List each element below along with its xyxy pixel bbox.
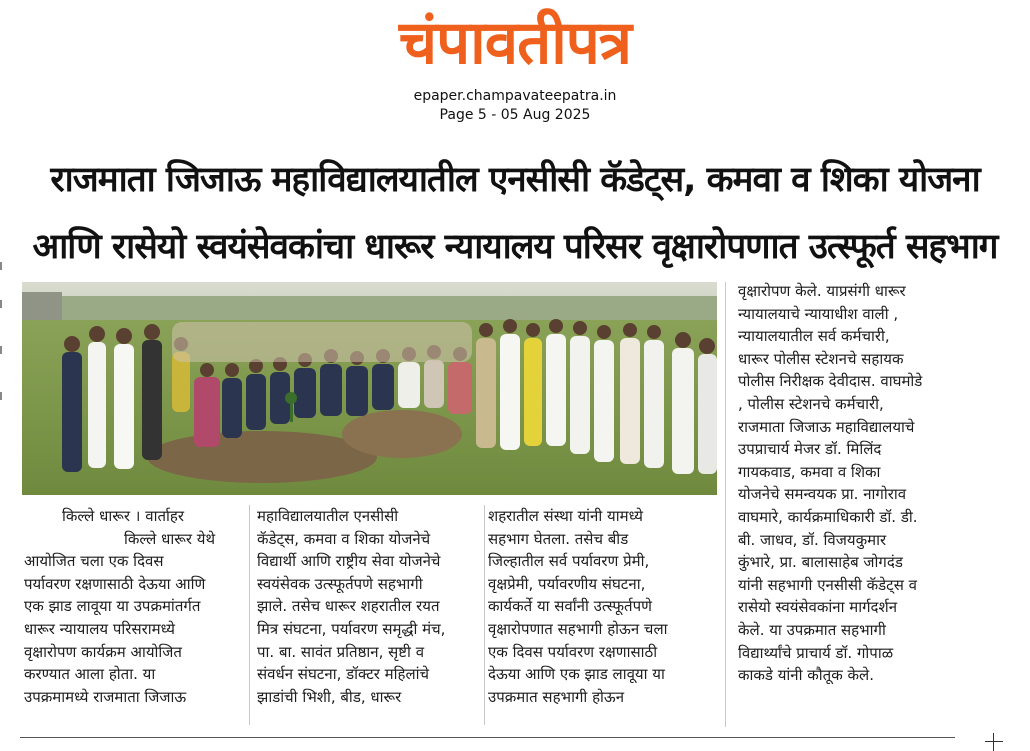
margin-mark	[0, 262, 2, 270]
crop-mark-icon	[985, 733, 1003, 751]
article-line: एक झाड लावूया या उपक्रमांतर्गत	[24, 597, 201, 616]
article-line: रासेयो स्वयंसेवकांना मार्गदर्शन	[738, 598, 898, 617]
article-line: स्वयंसेवक उत्स्फूर्तपणे सहभागी	[257, 574, 423, 593]
article-line: वृक्षारोपण कार्यक्रम आयोजित	[24, 642, 182, 661]
article-line: वृक्षारोपणात सहभागी होऊन चला	[488, 619, 668, 638]
article-line: मित्र संघटना, पर्यावरण समृद्धी मंच,	[257, 619, 446, 638]
headline-line-1: राजमाता जिजाऊ महाविद्यालयातील एनसीसी कॅडेट्स, कमवा व शिका योजना	[50, 160, 980, 200]
headline-line-2: आणि रासेयो स्वयंसेवकांचा धारूर न्यायालय परिसर वृक्षारोपणात उत्स्फूर्त सहभाग	[32, 227, 998, 267]
article-line: काकडे यांनी कौतूक केले.	[738, 666, 874, 685]
article-line: शहरातील संस्था यांनी यामध्ये	[488, 507, 643, 525]
article-line: वाघमारे, कार्यक्रमाधिकारी डॉ. डी.	[738, 507, 918, 526]
article-column-1	[24, 505, 246, 708]
article-line: न्यायालयातील सर्व कर्मचारी,	[738, 327, 890, 346]
article-line: धारूर पोलीस स्टेशनचे सहायक	[738, 349, 904, 368]
article-line: पर्यावरण रक्षणासाठी देऊया आणि	[24, 574, 206, 593]
margin-mark	[0, 346, 2, 354]
column-divider	[725, 282, 726, 727]
article-line: उपप्राचार्य मेजर डॉ. मिलिंद	[738, 440, 882, 459]
article-line: विद्यार्थ्यांचे प्राचार्य डॉ. गोपाळ	[738, 643, 894, 662]
bottom-rule	[20, 737, 955, 738]
article-line: आयोजित चला एक दिवस	[24, 552, 164, 571]
article-line: गायकवाड, कमवा व शिका	[738, 462, 881, 481]
article-line: कॅडेट्स, कमवा व शिका योजनेचे	[257, 529, 431, 548]
article-line: महाविद्यालयातील एनसीसी	[257, 507, 399, 525]
article-line: धारूर न्यायालय परिसरामध्ये	[24, 619, 175, 638]
article-line: उपक्रमात सहभागी होऊन	[488, 687, 625, 706]
article-line: न्यायालयाचे न्यायाधीश वाली ,	[738, 304, 899, 323]
article-line: संवर्धन संघटना, डॉक्टर महिलांचे	[257, 665, 430, 684]
epaper-url[interactable]: epaper.champavateepatra.in	[413, 88, 617, 104]
article-line: कार्यकर्ते या सर्वांनी उत्स्फूर्तपणे	[488, 597, 652, 616]
article-line: जिल्हातील सर्व पर्यावरण प्रेमी,	[488, 552, 650, 571]
article-line: किल्ले धारूर येथे	[124, 529, 216, 548]
article-column-3	[488, 505, 718, 708]
page-info: Page 5 - 05 Aug 2025	[439, 107, 591, 123]
article-line: देऊया आणि एक झाड लावूया या	[488, 665, 665, 684]
article-line: राजमाता जिजाऊ महाविद्यालयाचे	[738, 417, 915, 436]
column-divider	[484, 505, 485, 725]
article-line: एक दिवस पर्यावरण रक्षणासाठी	[488, 642, 658, 661]
article-line: वृक्षारोपण केले. याप्रसंगी धारूर	[738, 282, 906, 300]
article-line: किल्ले धारूर । वार्ताहर	[62, 507, 184, 525]
article-line: बी. जाधव, डॉ. विजयकुमार	[738, 530, 887, 549]
margin-mark	[0, 392, 2, 400]
article-column-2	[257, 505, 482, 708]
article-line: विद्यार्थी आणि राष्ट्रीय सेवा योजनेचे	[257, 552, 441, 571]
article-line: केले. या उपक्रमात सहभागी	[738, 620, 886, 639]
article-line: पा. बा. सावंत प्रतिष्ठान, सृष्टी व	[257, 642, 425, 661]
article-column-4	[738, 280, 964, 687]
article-line: झाडांची भिशी, बीड, धारूर	[257, 687, 402, 706]
article-line: , पोलीस स्टेशनचे कर्मचारी,	[738, 394, 884, 413]
article-line: सहभाग घेतला. तसेच बीड	[488, 529, 629, 548]
margin-mark	[0, 300, 2, 308]
article-line: कुंभारे, प्रा. बालासाहेब जोगदंड	[738, 553, 903, 572]
group-photo	[22, 282, 717, 495]
column-divider	[249, 505, 250, 725]
article-line: यांनी सहभागी एनसीसी कॅडेट्स व	[738, 575, 917, 594]
article-line: पोलीस निरीक्षक देवीदास. वाघमोडे	[738, 372, 923, 391]
article-line: उपक्रमामध्ये राजमाता जिजाऊ	[24, 687, 187, 706]
article-line: योजनेचे समन्वयक प्रा. नागोराव	[738, 485, 907, 504]
masthead-title: चंपावतीपत्र	[398, 8, 632, 78]
article-line: वृक्षप्रेमी, पर्यावरणीय संघटना,	[488, 574, 646, 593]
article-line: करण्यात आला होता. या	[24, 665, 156, 684]
article-line: झाले. तसेच धारूर शहरातील रयत	[257, 597, 440, 616]
